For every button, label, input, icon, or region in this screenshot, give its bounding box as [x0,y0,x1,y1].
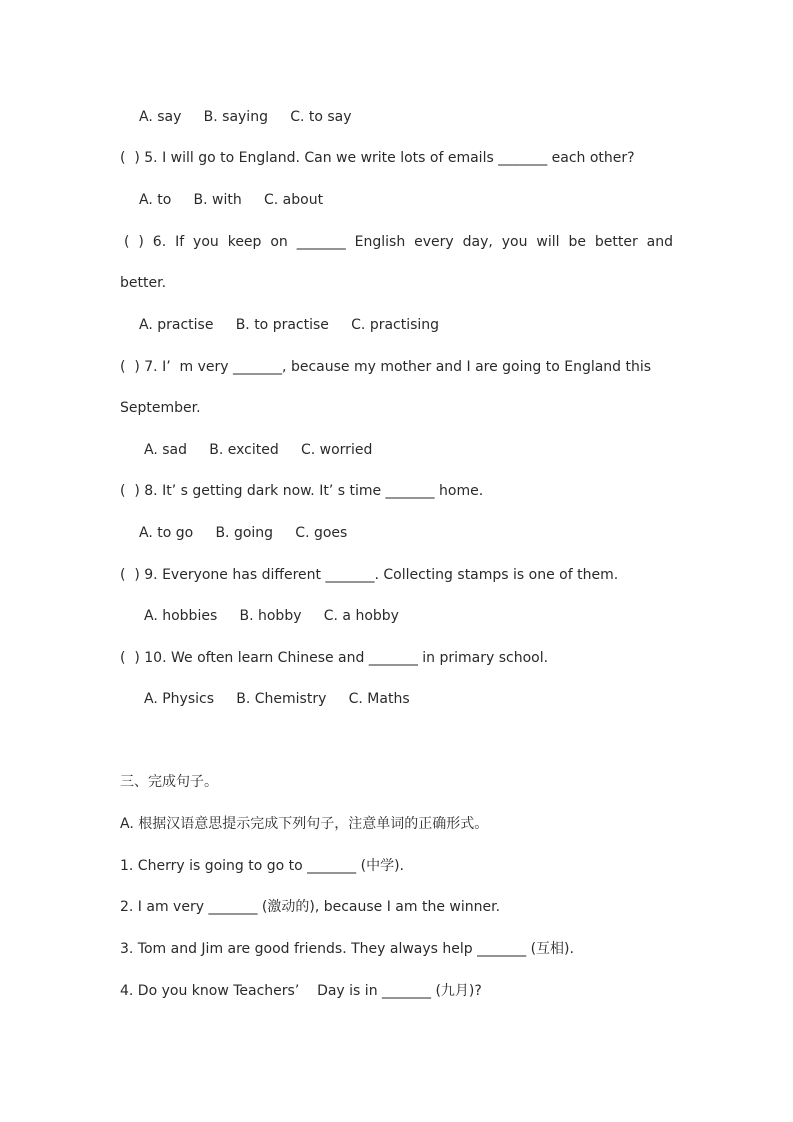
q10-options: A. Physics B. Chemistry C. Maths [144,691,410,707]
q6-options: A. practise B. to practise C. practising [139,317,440,333]
question-5: ( ) 5. I will go to England. Can we write lots of emails _______ each other? [120,150,635,166]
q4-options: A. say B. saying C. to say [139,109,352,125]
question-8: ( ) 8. It’ s getting dark now. It’ s time _______ home. [120,483,484,499]
question-9: ( ) 9. Everyone has different _______. Collecting stamps is one of them. [120,567,619,583]
q9-options: A. hobbies B. hobby C. a hobby [144,608,399,624]
question-7: ( ) 7. I’ m very _______, because my mother and I are going to England this [120,359,652,375]
question-6-cont: better. [120,275,167,291]
sentence-3: 3. Tom and Jim are good friends. They always help _______ (互相). [120,941,574,957]
q5-options: A. to B. with C. about [139,192,324,208]
question-10: ( ) 10. We often learn Chinese and _______ in primary school. [120,650,549,666]
section-a-instruction: A. 根据汉语意思提示完成下列句子，注意单词的正确形式。 [120,816,489,832]
question-7-cont: September. [120,400,201,416]
sentence-1: 1. Cherry is going to go to _______ (中学). [120,858,404,874]
section-3-heading: 三、完成句子。 [120,774,218,790]
sentence-2: 2. I am very _______ (激动的), because I am the winner. [120,899,501,915]
sentence-4: 4. Do you know Teachers’ Day is in _______ (九月)? [120,983,482,999]
q8-options: A. to go B. going C. goes [139,525,348,541]
question-6: ( ) 6. If you keep on _______ English every day, you will be better and [124,234,673,250]
q7-options: A. sad B. excited C. worried [144,442,373,458]
